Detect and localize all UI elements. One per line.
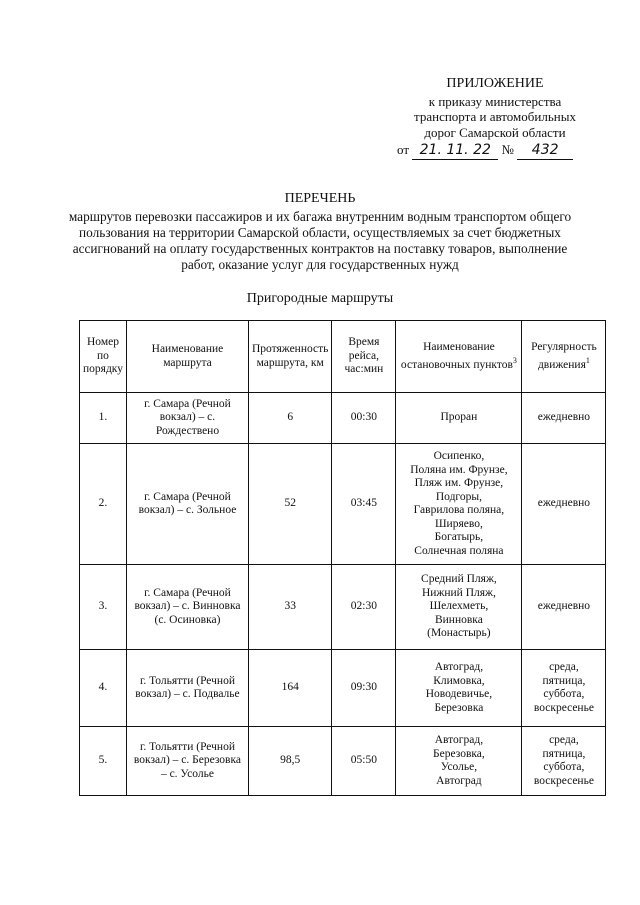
appendix-line-3: дорог Самарской области [424, 124, 566, 140]
route-length: 6 [248, 393, 331, 444]
header-trip-time: Время рейса, час:мин [332, 321, 396, 393]
route-regularity: среда, пятница, суббота, воскресенье [522, 727, 606, 796]
route-number: 3. [80, 565, 127, 650]
route-stops: Осипенко, Поляна им. Фрунзе, Пляж им. Фрунзе, Подгоры, Гаврилова поляна, Ширяево, Богатырь, Солнечная поляна [396, 444, 522, 565]
date-prefix: от [397, 142, 410, 157]
footnote-mark-1: 1 [585, 356, 590, 366]
header-route-name: Наименование маршрута [126, 321, 248, 393]
table-header-row [80, 321, 606, 393]
order-date-line [395, 142, 595, 160]
table-row [80, 650, 606, 727]
routes-table [79, 320, 606, 796]
route-name: г. Самара (Речной вокзал) – с. Рождествено [126, 393, 248, 444]
route-regularity: среда, пятница, суббота, воскресенье [522, 650, 606, 727]
route-number: 1. [80, 393, 127, 444]
route-name: г. Тольятти (Речной вокзал) – с. Березовка – с. Усолье [126, 727, 248, 796]
route-length: 98,5 [248, 727, 331, 796]
route-name: г. Самара (Речной вокзал) – с. Зольное [126, 444, 248, 565]
route-time: 02:30 [332, 565, 396, 650]
order-number: 432 [517, 143, 573, 160]
route-length: 164 [248, 650, 331, 727]
table-row [80, 565, 606, 650]
route-length: 33 [248, 565, 331, 650]
header-number: Номер по порядку [80, 321, 127, 393]
route-stops: Автоград, Березовка, Усолье, Автоград [396, 727, 522, 796]
route-time: 09:30 [332, 650, 396, 727]
number-prefix: № [501, 142, 514, 157]
order-date: 21. 11. 22 [412, 143, 498, 160]
route-number: 2. [80, 444, 127, 565]
footnote-mark-3: 3 [512, 356, 517, 366]
route-number: 5. [80, 727, 127, 796]
route-time: 05:50 [332, 727, 396, 796]
table-row [80, 393, 606, 444]
route-length: 52 [248, 444, 331, 565]
route-name: г. Тольятти (Речной вокзал) – с. Подвалье [126, 650, 248, 727]
header-stops: Наименование остановочных пунктов$^3$ [396, 321, 522, 393]
route-name: г. Самара (Речной вокзал) – с. Винновка (с. Осиновка) [126, 565, 248, 650]
header-regularity: Регулярность движения$^1$ [522, 321, 606, 393]
header-route-length: Протяженность маршрута, км [248, 321, 331, 393]
table-row [80, 727, 606, 796]
section-subtitle: Пригородные маршруты [246, 291, 394, 306]
heading-body: маршрутов перевозки пассажиров и их багажа внутренним водным транспортом общего пользования на территории Самарской области, осуществляемых за счет бюджетных ассигнований на оплату государственных контрактов на поставку товаров, выполнение работ, оказание услуг для государственных нужд [68, 209, 572, 272]
heading-title: ПЕРЕЧЕНЬ [284, 191, 356, 206]
appendix-line-1: к приказу министерства [428, 93, 562, 109]
route-stops: Автоград, Климовка, Новодевичье, Березовка [396, 650, 522, 727]
document-heading [60, 191, 580, 273]
route-regularity: ежедневно [522, 444, 606, 565]
appendix-title: ПРИЛОЖЕНИЕ [446, 76, 544, 91]
route-stops: Средний Пляж, Нижний Пляж, Шелехметь, Винновка (Монастырь) [396, 565, 522, 650]
route-number: 4. [80, 650, 127, 727]
appendix-line-2: транспорта и автомобильных [414, 109, 576, 124]
route-regularity: ежедневно [522, 565, 606, 650]
route-regularity: ежедневно [522, 393, 606, 444]
appendix-block [395, 76, 595, 160]
route-stops: Проран [396, 393, 522, 444]
table-row [80, 444, 606, 565]
route-time: 00:30 [332, 393, 396, 444]
route-time: 03:45 [332, 444, 396, 565]
